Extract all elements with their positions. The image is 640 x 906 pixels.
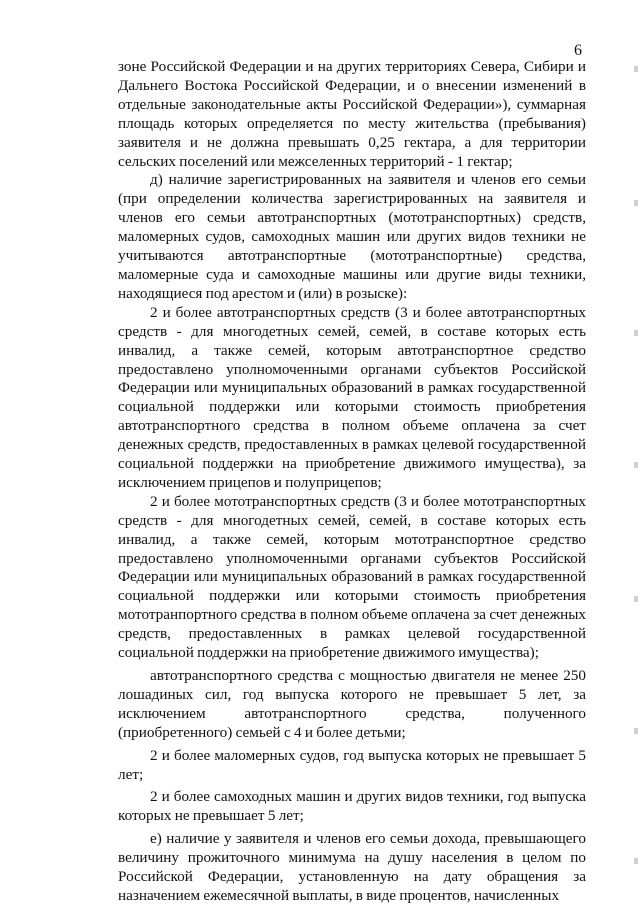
- paragraph-engine-power: автотранспортного средства с мощностью двигателя не менее 250 лошадиных сил, год выпуска которого не превышает 5 лет, за исключением автотранспортного средства, полученного (приобретенного) семьей с 4 и более детьми;: [118, 667, 586, 741]
- binding-mark: [634, 858, 638, 864]
- page-number: 6: [574, 42, 582, 59]
- paragraph-motorcycles: 2 и более мототранспортных средств (3 и более мототранспортных средств - для многодетных семей, семей, в составе которых есть инвалид, а также семей, которым мототранспортное средство предоставлено уполномоченными органами субъектов Российской Федерации или муниципальных образований в рамках государственной социальной поддержки или которыми стоимость приобретения мототранпортного средства в полном объеме оплачена за счет денежных средств, предоставленных в рамках целевой государственной социальной поддержки на приобретение движимого имущества);: [118, 492, 586, 662]
- paragraph-motor-vehicles: 2 и более автотранспортных средств (3 и более автотранспортных средств - для многодетных семей, семей, в составе которых есть инвалид, а также семей, которым автотранспортное средство предоставлено уполномоченными органами субъектов Российской Федерации или муниципальных образований в рамках государственной социальной поддержки или которыми стоимость приобретения автотранспортного средства в полном объеме оплачена за счет денежных средств, предоставленных в рамках целевой государственной социальной поддержки на приобретение движимого имущества), за исключением прицепов и полуприцепов;: [118, 303, 586, 491]
- paragraph-land-area: зоне Российской Федерации и на других территориях Севера, Сибири и Дальнего Востока Российской Федерации, и о внесении изменений в отдельные законодательные акты Российской Федерации»), суммарная площадь которых определяется по месту жительства (пребывания) заявителя и не должна превышать 0,25 гектара, а для территории сельских поселений или межселенных территорий - 1 гектар;: [118, 58, 586, 170]
- binding-mark: [634, 728, 638, 734]
- document-body: [118, 58, 586, 906]
- paragraph-small-boats: 2 и более маломерных судов, год выпуска которых не превышает 5 лет;: [118, 746, 586, 783]
- paragraph-vehicles-intro: д) наличие зарегистрированных на заявителя и членов его семьи (при определении количества зарегистрированных на заявителя и членов его семьи автотранспортных (мототранспортных) средств, маломерных судов, самоходных машин или других видов техники не учитываются автотранспортные (мототранспортные) средства, маломерные суда и самоходные машины или другие виды техники, находящиеся под арестом и (или) в розыске):: [118, 171, 586, 302]
- paragraph-self-propelled-machines: 2 и более самоходных машин и других видов техники, год выпуска которых не превышает 5 лет;: [118, 788, 586, 825]
- binding-mark: [634, 200, 638, 206]
- binding-mark: [634, 330, 638, 336]
- binding-mark: [634, 596, 638, 602]
- binding-mark: [634, 462, 638, 468]
- paragraph-income: е) наличие у заявителя и членов его семьи дохода, превышающего величину прожиточного минимума на душу населения в целом по Российской Федерации, установленную на дату обращения за назначением ежемесячной выплаты, в виде процентов, начисленных: [118, 830, 586, 904]
- binding-mark: [634, 66, 638, 72]
